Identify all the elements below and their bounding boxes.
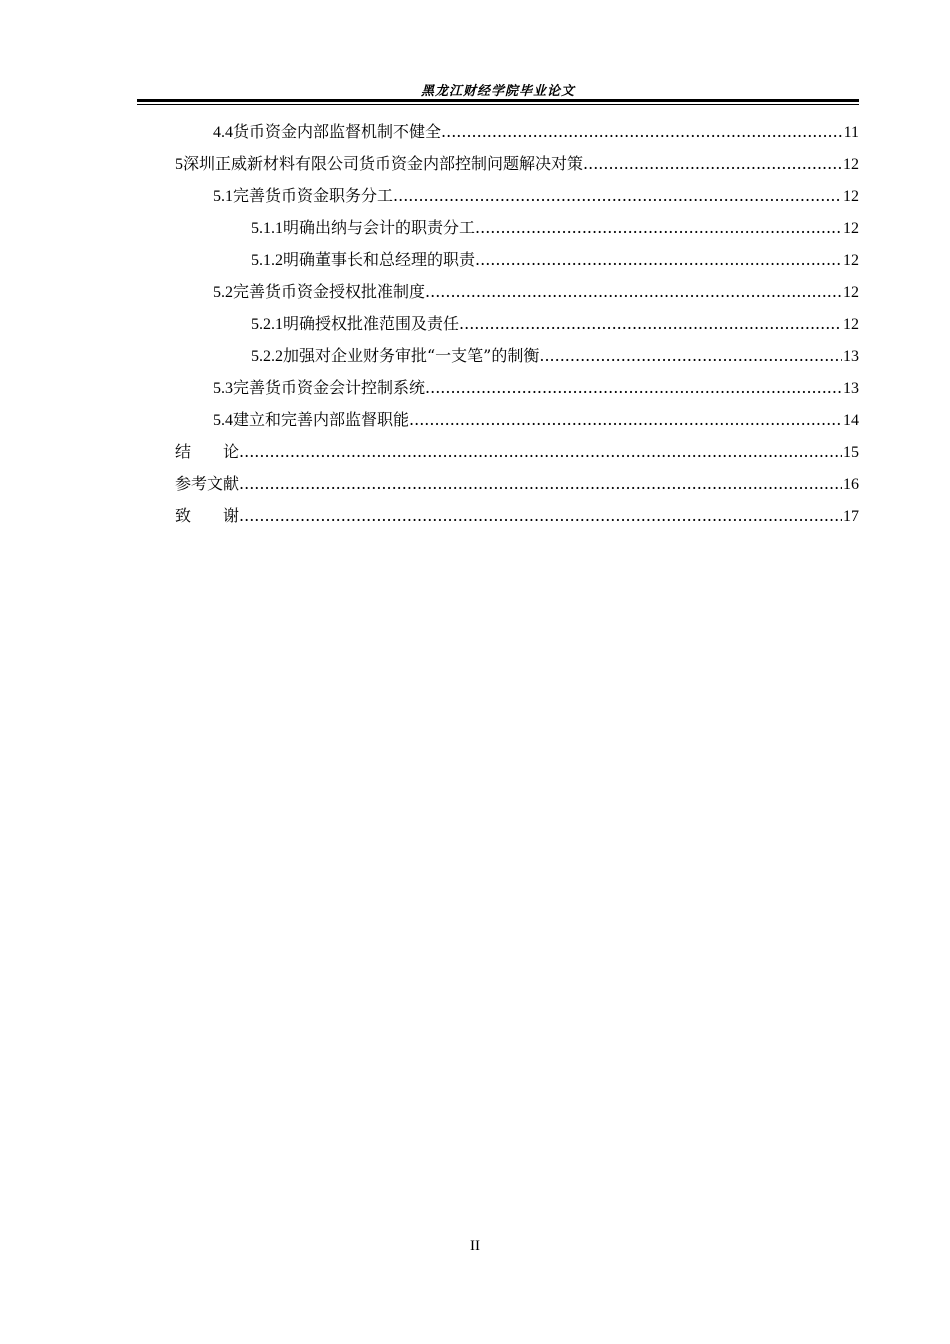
toc-dot-leader — [409, 406, 842, 434]
toc-entry-label: 货币资金内部监督机制不健全 — [233, 122, 442, 141]
toc-dot-leader — [475, 246, 842, 274]
toc-entry[interactable] — [213, 118, 859, 146]
toc-entry-page: 12 — [843, 316, 859, 333]
toc-entry-label: 建立和完善内部监督职能 — [233, 410, 410, 429]
toc-entry-page: 12 — [843, 284, 859, 301]
toc-entry-number: 5.1.1 — [251, 220, 283, 237]
toc-dot-leader — [583, 150, 842, 178]
header-rule-thick — [137, 99, 859, 102]
toc-entry[interactable] — [175, 438, 859, 466]
toc-entry-number: 5 — [175, 156, 183, 173]
toc-entry-page: 11 — [843, 124, 859, 141]
toc-entry-label: 完善货币资金授权批准制度 — [233, 282, 426, 301]
toc-dot-leader — [539, 342, 842, 370]
running-header-title: 黑龙江财经学院毕业论文 — [420, 84, 575, 99]
toc-entry-label: 参考文献 — [175, 474, 240, 493]
toc-entry-page: 14 — [843, 412, 859, 429]
toc-entry-label: 完善货币资金职务分工 — [233, 186, 394, 205]
toc-entry-page: 12 — [843, 252, 859, 269]
toc-dot-leader — [475, 214, 842, 242]
toc-entry-label: 明确董事长和总经理的职责 — [283, 250, 476, 269]
toc-entry[interactable] — [213, 374, 859, 402]
toc-entry-label: 加强对企业财务审批“一支笔”的制衡 — [283, 346, 540, 365]
toc-entry-number: 5.2.2 — [251, 348, 283, 365]
toc-entry-page: 12 — [843, 220, 859, 237]
toc-entry[interactable] — [213, 406, 859, 434]
toc-dot-leader — [393, 182, 842, 210]
toc-entry-page: 12 — [843, 188, 859, 205]
toc-dot-leader — [239, 502, 842, 530]
toc-entry-label: 完善货币资金会计控制系统 — [233, 378, 426, 397]
toc-entry[interactable] — [251, 342, 859, 370]
toc-entry-number: 4.4 — [213, 124, 233, 141]
toc-entry[interactable] — [251, 246, 859, 274]
toc-entry-label: 明确授权批准范围及责任 — [283, 314, 460, 333]
toc-entry[interactable] — [213, 182, 859, 210]
toc-entry-label: 明确出纳与会计的职责分工 — [283, 218, 476, 237]
toc-entry-page: 16 — [843, 476, 859, 493]
toc-entry-page: 15 — [843, 444, 859, 461]
toc-entry-number: 5.4 — [213, 412, 233, 429]
toc-entry[interactable] — [175, 470, 859, 498]
toc-dot-leader — [441, 118, 843, 146]
toc-entry-number: 5.1.2 — [251, 252, 283, 269]
toc-entry[interactable] — [251, 310, 859, 338]
toc-entry-page: 12 — [843, 156, 859, 173]
toc-dot-leader — [459, 310, 842, 338]
toc-entry-page: 13 — [843, 380, 859, 397]
toc-dot-leader — [425, 278, 842, 306]
toc-dot-leader — [239, 470, 842, 498]
toc-entry-label: 致 谢 — [175, 506, 240, 525]
toc-entry[interactable] — [251, 214, 859, 242]
toc-entry-label: 深圳正威新材料有限公司货币资金内部控制问题解决对策 — [183, 154, 584, 173]
toc-dot-leader — [425, 374, 842, 402]
toc-entry-page: 13 — [843, 348, 859, 365]
toc-entry[interactable] — [175, 150, 859, 178]
header-rule-thin — [137, 104, 859, 105]
toc-entry[interactable] — [213, 278, 859, 306]
toc-entry-number: 5.2.1 — [251, 316, 283, 333]
footer-page-number: II — [470, 1238, 480, 1254]
toc-entry[interactable] — [175, 502, 859, 530]
toc-entry-number: 5.2 — [213, 284, 233, 301]
toc-entry-page: 17 — [843, 508, 859, 525]
toc-entry-number: 5.3 — [213, 380, 233, 397]
toc-dot-leader — [239, 438, 842, 466]
toc-entry-number: 5.1 — [213, 188, 233, 205]
toc-entry-label: 结 论 — [175, 442, 240, 461]
